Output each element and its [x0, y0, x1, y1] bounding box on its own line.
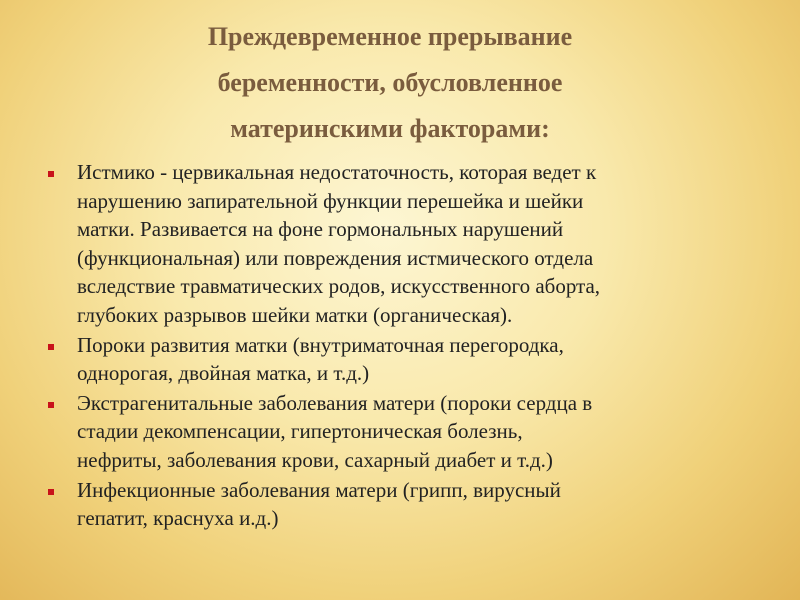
title-line: материнскими факторами:: [230, 114, 550, 143]
bullet-line: Инфекционные заболевания матери (грипп, вирусный: [77, 477, 561, 502]
bullet-item-uterine-malformations: [40, 331, 760, 388]
bullet-line: Экстрагенитальные заболевания матери (пороки сердца в: [77, 390, 593, 415]
bullet-item-extragenital-diseases: [40, 389, 760, 475]
bullet-line: нефриты, заболевания крови, сахарный диабет и т.д.): [77, 447, 553, 472]
bullet-text: [77, 476, 760, 533]
bullet-line: Истмико - цервикальная недостаточность, которая ведет к: [77, 160, 597, 184]
bullet-text: [77, 389, 760, 475]
bullet-line: стадии декомпенсации, гипертоническая болезнь,: [77, 419, 523, 444]
bullet-line: однорогая, двойная матка, и т.д.): [77, 361, 370, 386]
bullet-line: матки. Развивается на фоне гормональных нарушений: [77, 217, 564, 242]
bullet-line: Пороки развития матки (внутриматочная перегородка,: [77, 332, 564, 357]
bullet-line: глубоких разрывов шейки матки (органическая).: [77, 302, 513, 327]
bullet-list: [40, 158, 760, 534]
bullet-square-icon: [48, 344, 54, 350]
title-line: Преждевременное прерывание: [207, 22, 573, 51]
bullet-line: вследствие травматических родов, искусственного аборта,: [77, 274, 601, 299]
title-line: беременности, обусловленное: [217, 68, 563, 97]
slide-title: [60, 14, 720, 152]
bullet-line: нарушению запирательной функции перешейка и шейки: [77, 188, 584, 213]
bullet-text: [77, 331, 760, 388]
bullet-square-icon: [48, 171, 54, 177]
bullet-item-isthmic-cervical-insufficiency: [40, 158, 760, 330]
bullet-square-icon: [48, 402, 54, 408]
bullet-line: гепатит, краснуха и.д.): [77, 506, 279, 531]
bullet-item-infectious-diseases: [40, 476, 760, 533]
bullet-square-icon: [48, 489, 54, 495]
bullet-text: [77, 158, 760, 330]
bullet-line: (функциональная) или повреждения истмического отдела: [77, 245, 594, 270]
